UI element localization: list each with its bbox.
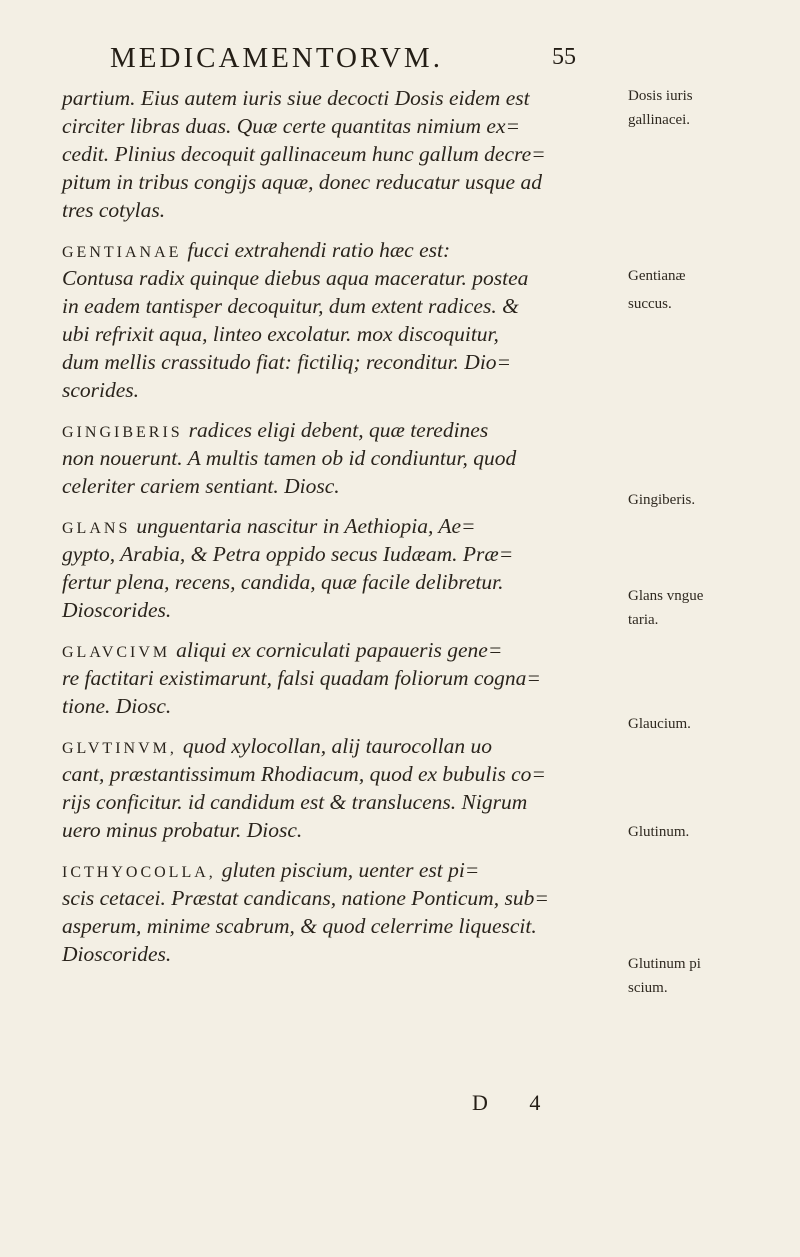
text-line: uero minus probatur. Diosc. xyxy=(62,818,303,842)
margin-note: succus. xyxy=(628,296,672,312)
entry-first-line xyxy=(62,636,622,664)
text-line: non nouerunt. A multis tamen ob id condiuntur, quod xyxy=(62,446,517,470)
entry-first-line xyxy=(62,856,622,884)
text-line: Dioscorides. xyxy=(62,598,172,622)
page-header xyxy=(0,42,800,82)
text-line: circiter libras duas. Quæ certe quantitas nimium ex= xyxy=(62,114,520,138)
text-line: gypto, Arabia, & Petra oppido secus Iudæam. Præ= xyxy=(62,542,514,566)
entry-first-line xyxy=(62,236,622,264)
entry-first-line xyxy=(62,416,622,444)
text-line: in eadem tantisper decoquitur, dum extent radices. & xyxy=(62,294,519,318)
text-line: pitum in tribus congijs aquæ, donec reducatur usque ad xyxy=(62,170,542,194)
text-line: asperum, minime scabrum, & quod celerrime liquescit. xyxy=(62,914,537,938)
margin-note: taria. xyxy=(628,612,659,628)
main-text-column xyxy=(62,84,622,968)
text-line: re factitari existimarunt, falsi quadam foliorum cogna= xyxy=(62,666,541,690)
entry-first-line xyxy=(62,732,622,760)
entry-heading: GENTIANAE xyxy=(62,244,182,261)
margin-note: Gentianæ xyxy=(628,268,686,284)
margin-note: Dosis iuris xyxy=(628,88,693,104)
signature-mark: D 4 xyxy=(472,1090,559,1115)
entry-heading: GLAVCIVM xyxy=(62,644,171,661)
text-line: aliqui ex corniculati papaueris gene= xyxy=(176,638,503,662)
text-line: unguentaria nascitur in Aethiopia, Ae= xyxy=(136,514,476,538)
margin-note: Glutinum pi xyxy=(628,956,701,972)
margin-note: Glutinum. xyxy=(628,824,690,840)
entry-heading: GLANS xyxy=(62,520,131,537)
text-line: quod xylocollan, alij taurocollan uo xyxy=(182,734,492,758)
entry-heading: GINGIBERIS xyxy=(62,424,183,441)
entry-first-line xyxy=(62,512,622,540)
margin-note: Gingiberis. xyxy=(628,492,696,508)
page-number: 55 xyxy=(552,44,576,70)
text-line: gluten piscium, uenter est pi= xyxy=(221,858,480,882)
margin-note: scium. xyxy=(628,980,668,996)
text-line: radices eligi debent, quæ teredines xyxy=(188,418,489,442)
text-line: scorides. xyxy=(62,378,140,402)
margin-note: gallinacei. xyxy=(628,112,691,128)
entry-heading: GLVTINVM, xyxy=(62,740,177,757)
text-line: fucci extrahendi ratio hæc est: xyxy=(187,238,451,262)
text-line: Dioscorides. xyxy=(62,942,172,966)
text-line: dum mellis crassitudo fiat: fictiliq; reconditur. Dio= xyxy=(62,350,512,374)
text-line: tione. Diosc. xyxy=(62,694,172,718)
text-line: cant, præstantissimum Rhodiacum, quod ex bubulis co= xyxy=(62,762,546,786)
entry-heading: ICTHYOCOLLA, xyxy=(62,864,216,881)
text-line: rijs conficitur. id candidum est & translucens. Nigrum xyxy=(62,790,528,814)
margin-note: Glans vngue xyxy=(628,588,704,604)
text-line: Contusa radix quinque diebus aqua maceratur. postea xyxy=(62,266,529,290)
text-line: scis cetacei. Præstat candicans, natione Ponticum, sub= xyxy=(62,886,549,910)
text-line: tres cotylas. xyxy=(62,198,166,222)
text-line: celeriter cariem sentiant. Diosc. xyxy=(62,474,340,498)
text-line: cedit. Plinius decoquit gallinaceum hunc gallum decre= xyxy=(62,142,546,166)
margin-note: Glaucium. xyxy=(628,716,691,732)
text-line: partium. Eius autem iuris siue decocti Dosis eidem est xyxy=(62,86,530,110)
text-line: ubi refrixit aqua, linteo excolatur. mox discoquitur, xyxy=(62,322,499,346)
running-title: MEDICAMENTORVM. xyxy=(110,42,443,74)
text-line: fertur plena, recens, candida, quæ facile delibretur. xyxy=(62,570,504,594)
